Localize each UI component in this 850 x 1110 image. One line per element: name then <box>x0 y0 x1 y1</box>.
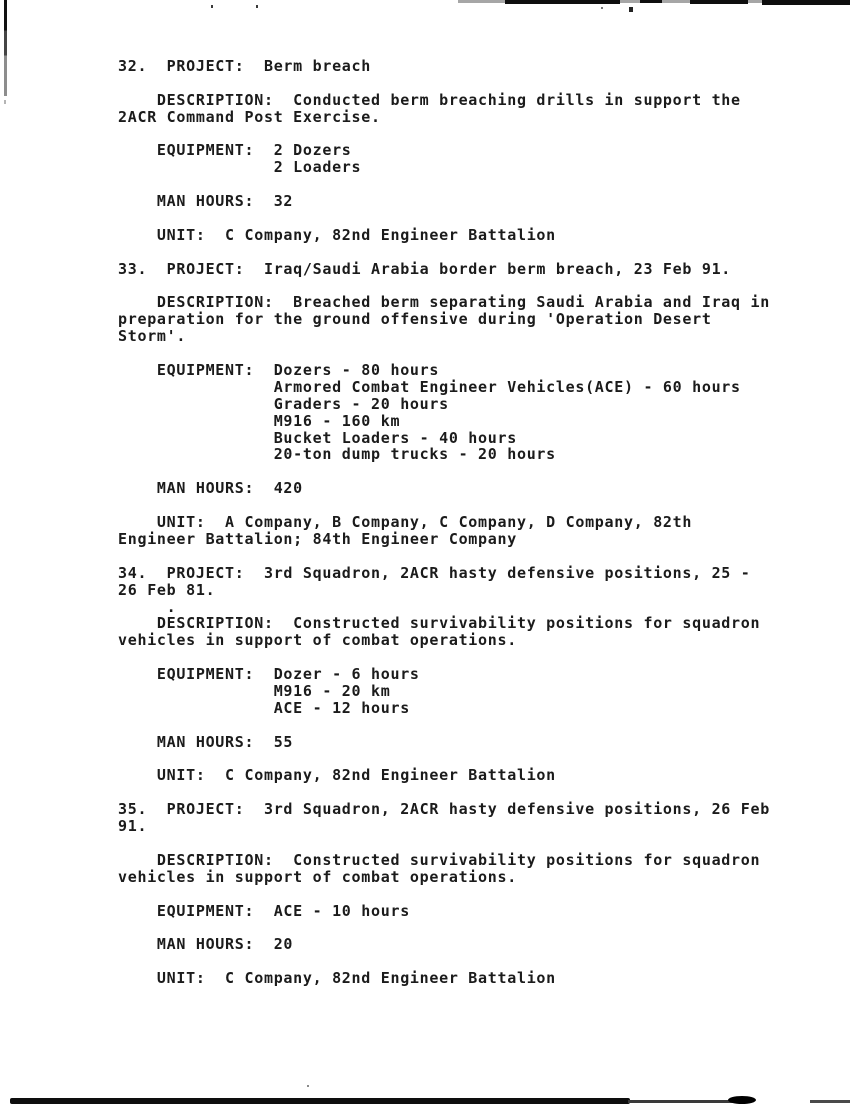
blank-line <box>118 717 770 734</box>
equipment-line: EQUIPMENT: ACE - 10 hours <box>118 901 410 920</box>
project-title-line: 34. PROJECT: 3rd Squadron, 2ACR hasty defensive positions, 25 - <box>118 563 751 582</box>
description-line: 2ACR Command Post Exercise. <box>118 107 381 126</box>
blank-line <box>118 345 770 362</box>
blank-line <box>118 463 770 480</box>
scan-artifact-speck <box>601 7 603 9</box>
blank-line <box>118 919 770 936</box>
blank-line <box>118 953 770 970</box>
equipment-line: Bucket Loaders - 40 hours <box>118 428 517 447</box>
scan-artifact-speck <box>4 100 6 104</box>
equipment-line: M916 - 20 km <box>118 681 391 700</box>
blank-line <box>118 548 770 565</box>
description-line: preparation for the ground offensive during 'Operation Desert <box>118 310 712 329</box>
scan-artifact-top-edge-dark <box>505 0 620 4</box>
project-title-line: 26 Feb 81. <box>118 580 216 599</box>
scan-artifact-bottom-blob <box>728 1096 756 1104</box>
blank-line <box>118 784 770 801</box>
blank-line <box>118 751 770 768</box>
equipment-line: ACE - 12 hours <box>118 698 410 717</box>
equipment-line: 20-ton dump trucks - 20 hours <box>118 445 556 464</box>
scan-artifact-speck <box>211 5 213 8</box>
scan-artifact-top-edge-dark <box>762 0 850 5</box>
equipment-line: Graders - 20 hours <box>118 394 449 413</box>
scan-artifact-top-edge-dark <box>690 0 748 4</box>
project-entry-34 <box>118 565 770 801</box>
project-entry-33 <box>118 261 770 565</box>
blank-line <box>118 649 770 666</box>
blank-line <box>118 126 770 143</box>
scan-artifact-speck <box>307 1085 309 1087</box>
blank-line <box>118 278 770 295</box>
scan-artifact-bottom-edge-bar <box>10 1098 630 1104</box>
project-title-line: 33. PROJECT: Iraq/Saudi Arabia border berm breach, 23 Feb 91. <box>118 259 732 278</box>
description-line: DESCRIPTION: Breached berm separating Saudi Arabia and Iraq in <box>118 293 770 312</box>
equipment-line: 2 Loaders <box>118 158 362 177</box>
unit-line: Engineer Battalion; 84th Engineer Company <box>118 529 517 548</box>
project-title-line: 91. <box>118 817 148 836</box>
blank-line <box>118 75 770 92</box>
description-line: DESCRIPTION: Constructed survivability positions for squadron <box>118 614 761 633</box>
man-hours-line: MAN HOURS: 55 <box>118 732 294 751</box>
description-line: vehicles in support of combat operations. <box>118 867 517 886</box>
description-line: vehicles in support of combat operations. <box>118 631 517 650</box>
blank-line <box>118 835 770 852</box>
unit-line: UNIT: C Company, 82nd Engineer Battalion <box>118 225 556 244</box>
scan-artifact-left-edge-line <box>4 0 7 96</box>
blank-line <box>118 210 770 227</box>
description-line: DESCRIPTION: Conducted berm breaching drills in support the <box>118 90 741 109</box>
scan-artifact-speck <box>629 7 633 12</box>
equipment-line: M916 - 160 km <box>118 411 401 430</box>
scan-artifact-top-edge-dark <box>640 0 662 3</box>
blank-line <box>118 244 770 261</box>
man-hours-line: MAN HOURS: 20 <box>118 935 294 954</box>
project-entry-32 <box>118 58 770 261</box>
equipment-line: EQUIPMENT: Dozers - 80 hours <box>118 361 440 380</box>
scan-artifact-speck <box>256 5 258 8</box>
document-text <box>118 58 770 987</box>
equipment-line: EQUIPMENT: Dozer - 6 hours <box>118 665 420 684</box>
project-title-line: 35. PROJECT: 3rd Squadron, 2ACR hasty defensive positions, 26 Feb <box>118 800 770 819</box>
man-hours-line: MAN HOURS: 32 <box>118 192 294 211</box>
blank-line <box>118 176 770 193</box>
equipment-line: EQUIPMENT: 2 Dozers <box>118 141 352 160</box>
scan-artifact-bottom-edge-bar <box>810 1100 850 1103</box>
unit-line: UNIT: C Company, 82nd Engineer Battalion <box>118 969 556 988</box>
description-line: Storm'. <box>118 327 187 346</box>
unit-line: UNIT: C Company, 82nd Engineer Battalion <box>118 766 556 785</box>
stray-dot-mark: . <box>118 597 177 616</box>
project-entry-35 <box>118 801 770 987</box>
blank-line <box>118 497 770 514</box>
equipment-line: Armored Combat Engineer Vehicles(ACE) - 60 hours <box>118 377 741 396</box>
description-line: DESCRIPTION: Constructed survivability positions for squadron <box>118 850 761 869</box>
man-hours-line: MAN HOURS: 420 <box>118 479 303 498</box>
blank-line <box>118 886 770 903</box>
unit-line: UNIT: A Company, B Company, C Company, D Company, 82th <box>118 513 693 532</box>
project-title-line: 32. PROJECT: Berm breach <box>118 57 371 75</box>
